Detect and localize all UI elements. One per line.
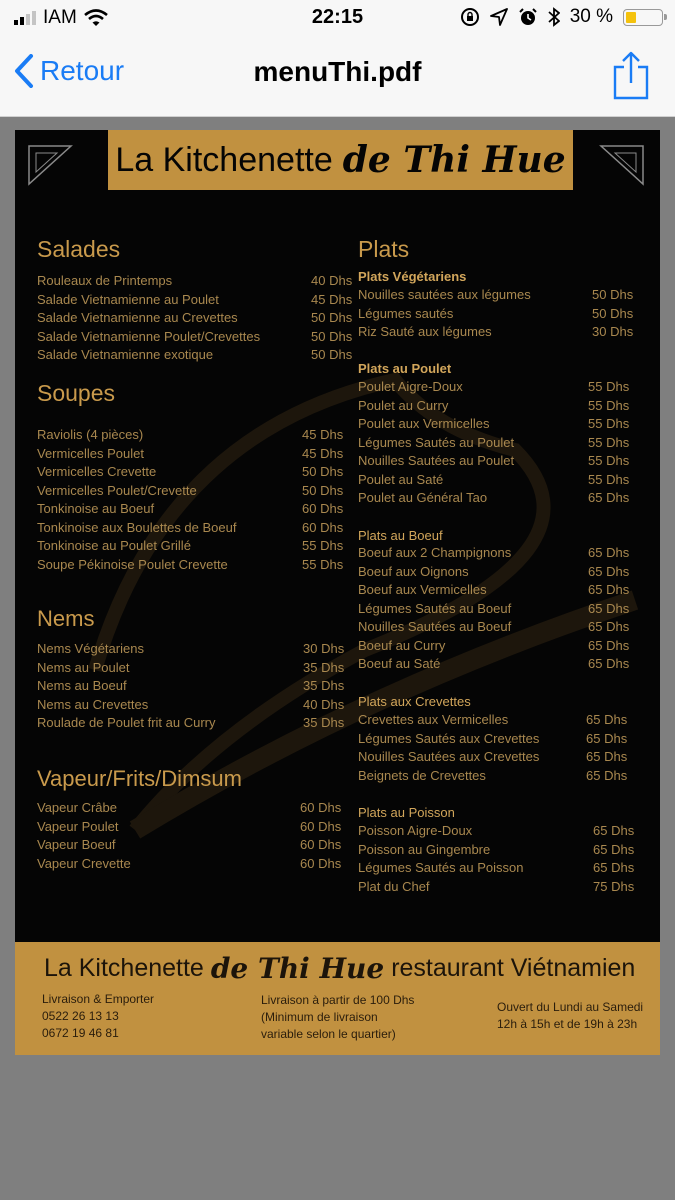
menu-item-price: 35 Dhs: [303, 715, 345, 730]
menu-title-script: de Thi Hue: [342, 139, 566, 181]
menu-item-price: 30 Dhs: [303, 641, 345, 656]
menu-item-name: Tonkinoise au Boeuf: [37, 501, 155, 516]
menu-item: [358, 619, 628, 638]
status-bar: [0, 0, 675, 38]
menu-item-name: Vapeur Boeuf: [37, 837, 116, 852]
menu-footer: [15, 942, 660, 1055]
menu-item: [358, 601, 628, 620]
menu-item-name: Poisson Aigre-Doux: [358, 823, 473, 838]
menu-item-name: Nems au Boeuf: [37, 678, 127, 693]
menu-item-name: Vermicelles Poulet/Crevette: [37, 482, 197, 498]
menu-item: [37, 660, 343, 679]
menu-item: [358, 453, 628, 472]
menu-item-name: Poulet Aigre-Doux: [358, 379, 463, 394]
menu-item: [37, 520, 342, 539]
menu-item: [37, 697, 343, 716]
menu-item: [358, 379, 628, 398]
menu-item-name: Poulet au Général Tao: [358, 490, 488, 505]
section-title: Plats au Poisson: [358, 805, 455, 820]
menu-item-name: Légumes Sautés au Boeuf: [358, 600, 512, 616]
menu-item: [37, 557, 342, 576]
menu-item-price: 65 Dhs: [586, 712, 628, 727]
menu-item-name: Salade Vietnamienne exotique: [37, 347, 214, 362]
menu-item-price: 45 Dhs: [302, 445, 344, 461]
menu-item-price: 55 Dhs: [302, 538, 344, 553]
menu-item-name: Plat du Chef: [358, 878, 430, 894]
menu-item-name: Tonkinoise aux Boulettes de Boeuf: [37, 519, 237, 535]
menu-item-price: 50 Dhs: [592, 305, 634, 321]
menu-item: [358, 416, 628, 435]
menu-item: [37, 715, 343, 734]
menu-item: [37, 273, 351, 292]
menu-item-price: 75 Dhs: [593, 878, 635, 894]
menu-item-name: Boeuf au Saté: [358, 656, 441, 671]
menu-item-list: [358, 712, 626, 786]
back-label: Retour: [40, 55, 125, 86]
menu-item-name: Vapeur Crâbe: [37, 800, 117, 815]
menu-item-list: [37, 800, 340, 874]
menu-item-price: 55 Dhs: [588, 434, 630, 450]
menu-item-price: 55 Dhs: [302, 556, 344, 572]
menu-item: [37, 856, 340, 875]
footer-title-suffix: restaurant Viétnamien: [391, 954, 636, 982]
chevron-left-icon: [14, 54, 34, 88]
menu-item-price: 65 Dhs: [593, 860, 635, 875]
section-title: Nems: [37, 606, 95, 631]
menu-item-price: 50 Dhs: [592, 287, 634, 302]
menu-item-price: 60 Dhs: [302, 501, 344, 516]
menu-item-name: Nouilles Sautées aux Crevettes: [358, 749, 540, 764]
section-title-plats: Plats: [358, 236, 410, 262]
menu-item: [37, 837, 340, 856]
menu-item-price: 65 Dhs: [588, 600, 630, 616]
menu-item: [37, 678, 343, 697]
menu-item-price: 55 Dhs: [588, 416, 630, 431]
menu-item-price: 45 Dhs: [302, 427, 344, 442]
menu-item-price: 60 Dhs: [300, 837, 342, 852]
menu-item-price: 60 Dhs: [302, 519, 344, 535]
menu-item-name: Nouilles Sautées au Boeuf: [358, 619, 512, 634]
menu-item-list: [358, 379, 628, 509]
menu-item-price: 65 Dhs: [588, 656, 630, 671]
menu-item: [37, 347, 351, 366]
back-button[interactable]: [14, 54, 124, 88]
footer-line: Livraison & Emporter: [42, 992, 155, 1006]
menu-item-name: Boeuf aux Vermicelles: [358, 582, 487, 597]
menu-item-list: [358, 823, 633, 897]
menu-item-name: Nems Végétariens: [37, 641, 144, 656]
menu-item-price: 35 Dhs: [303, 659, 345, 675]
menu-item-name: Légumes Sautés aux Crevettes: [358, 730, 540, 746]
menu-item-price: 35 Dhs: [303, 678, 345, 693]
menu-item: [37, 819, 340, 838]
navigation-bar: [0, 38, 675, 117]
menu-item-name: Raviolis (4 pièces): [37, 427, 144, 442]
menu-item-price: 65 Dhs: [588, 545, 630, 560]
menu-item: [358, 398, 628, 417]
menu-title-main: La Kitchenette: [115, 140, 333, 179]
menu-item-name: Boeuf au Curry: [358, 637, 446, 653]
menu-item-name: Nems au Poulet: [37, 659, 130, 675]
menu-item-price: 65 Dhs: [586, 767, 628, 783]
menu-item: [358, 731, 626, 750]
bluetooth-icon: [548, 7, 560, 27]
menu-item: [358, 490, 628, 509]
menu-item-name: Nouilles sautées aux légumes: [358, 287, 531, 302]
menu-item-price: 50 Dhs: [311, 310, 353, 325]
menu-item: [358, 306, 632, 325]
document-title: menuThi.pdf: [253, 56, 422, 87]
footer-line: Livraison à partir de 100 Dhs: [261, 993, 415, 1007]
menu-item-price: 65 Dhs: [588, 490, 630, 505]
menu-item-price: 65 Dhs: [588, 637, 630, 653]
footer-line: 12h à 15h et de 19h à 23h: [497, 1017, 638, 1031]
carrier-label: IAM: [43, 7, 77, 28]
menu-item: [358, 860, 633, 879]
menu-item-price: 55 Dhs: [588, 397, 630, 413]
menu-title-banner: [108, 130, 573, 190]
menu-item-name: Vapeur Crevette: [37, 855, 131, 871]
section-title: Soupes: [37, 380, 116, 406]
menu-item-price: 65 Dhs: [593, 823, 635, 838]
footer-line: 0522 26 13 13: [42, 1009, 119, 1023]
menu-item-price: 65 Dhs: [593, 841, 635, 857]
menu-item-list: [37, 427, 342, 575]
footer-line: variable selon le quartier): [261, 1027, 396, 1041]
section-title: Vapeur/Frits/Dimsum: [37, 766, 242, 791]
menu-item-name: Vapeur Poulet: [37, 818, 119, 834]
menu-item-name: Crevettes aux Vermicelles: [358, 712, 509, 727]
menu-item-name: Poulet au Curry: [358, 397, 449, 413]
share-button[interactable]: [613, 50, 649, 100]
section-title: Plats Végétariens: [358, 269, 467, 284]
status-time: 22:15: [311, 6, 364, 28]
footer-line: (Minimum de livraison: [261, 1010, 378, 1024]
menu-item-list: [37, 641, 343, 734]
menu-item: [37, 329, 351, 348]
menu-item: [358, 842, 633, 861]
menu-item: [37, 464, 342, 483]
battery-icon: [623, 9, 663, 26]
menu-item: [358, 324, 632, 343]
menu-item-price: 65 Dhs: [586, 730, 628, 746]
menu-item: [358, 749, 626, 768]
menu-item-list: [37, 273, 351, 366]
corner-ornament-left: [27, 144, 73, 186]
menu-item-name: Tonkinoise au Poulet Grillé: [37, 538, 191, 553]
menu-item-price: 50 Dhs: [311, 328, 353, 344]
location-icon: [490, 8, 508, 26]
menu-item-price: 55 Dhs: [588, 471, 630, 487]
footer-title-main: La Kitchenette: [44, 954, 204, 982]
menu-item-name: Salade Vietnamienne Poulet/Crevettes: [37, 328, 261, 344]
menu-item-name: Boeuf aux Oignons: [358, 563, 469, 579]
menu-item-name: Salade Vietnamienne au Poulet: [37, 291, 219, 307]
menu-item-price: 50 Dhs: [302, 482, 344, 498]
menu-item-name: Légumes sautés: [358, 305, 454, 321]
footer-line: Ouvert du Lundi au Samedi: [497, 1000, 644, 1014]
menu-item-name: Poulet au Saté: [358, 471, 444, 487]
menu-item: [358, 879, 633, 898]
menu-item-price: 65 Dhs: [588, 582, 630, 597]
menu-item-name: Rouleaux de Printemps: [37, 273, 173, 288]
menu-item: [37, 641, 343, 660]
alarm-icon: [518, 7, 538, 27]
menu-item-price: 50 Dhs: [302, 464, 344, 479]
menu-item-price: 60 Dhs: [300, 800, 342, 815]
footer-opening-hours: [497, 999, 643, 1033]
section-title: Plats aux Crevettes: [358, 694, 471, 709]
footer-minimum-info: [261, 992, 414, 1043]
menu-item-price: 60 Dhs: [300, 855, 342, 871]
menu-item-name: Riz Sauté aux légumes: [358, 324, 492, 339]
share-icon: [615, 53, 647, 98]
menu-item-price: 55 Dhs: [588, 453, 630, 468]
menu-item-name: Légumes Sautés au Poulet: [358, 434, 515, 450]
menu-item: [37, 800, 340, 819]
menu-item-name: Poisson au Gingembre: [358, 841, 491, 857]
menu-item-list: [358, 287, 632, 343]
menu-item: [37, 292, 351, 311]
menu-item-list: [358, 545, 628, 675]
menu-item-price: 40 Dhs: [303, 696, 345, 712]
menu-item: [37, 501, 342, 520]
menu-item: [358, 656, 628, 675]
menu-document: [15, 130, 660, 942]
menu-item: [37, 538, 342, 557]
menu-item: [37, 446, 342, 465]
menu-item-price: 65 Dhs: [586, 749, 628, 764]
menu-item-name: Légumes Sautés au Poisson: [358, 860, 524, 875]
menu-item-price: 60 Dhs: [300, 818, 342, 834]
menu-item-price: 55 Dhs: [588, 379, 630, 394]
menu-item: [358, 287, 632, 306]
footer-line: 0672 19 46 81: [42, 1026, 119, 1040]
menu-item-price: 65 Dhs: [588, 563, 630, 579]
menu-item-name: Nems au Crevettes: [37, 696, 149, 712]
menu-item-name: Beignets de Crevettes: [358, 767, 486, 783]
section-title: Plats au Poulet: [358, 361, 452, 376]
menu-item-price: 45 Dhs: [311, 291, 353, 307]
menu-item-name: Vermicelles Crevette: [37, 464, 157, 479]
section-title: Salades: [37, 236, 121, 262]
menu-item-name: Soupe Pékinoise Poulet Crevette: [37, 556, 228, 572]
menu-item: [358, 472, 628, 491]
footer-title-script: de Thi Hue: [210, 952, 385, 985]
menu-item: [358, 768, 626, 787]
menu-item: [37, 483, 342, 502]
menu-item-price: 40 Dhs: [311, 273, 353, 288]
menu-item-price: 50 Dhs: [311, 347, 353, 362]
menu-item: [358, 435, 628, 454]
menu-item: [358, 638, 628, 657]
menu-item-name: Poulet aux Vermicelles: [358, 416, 490, 431]
menu-item-name: Salade Vietnamienne au Crevettes: [37, 310, 238, 325]
menu-item-price: 65 Dhs: [588, 619, 630, 634]
menu-item: [358, 545, 628, 564]
menu-item: [37, 427, 342, 446]
menu-item: [358, 823, 633, 842]
rotation-lock-icon: [460, 7, 480, 27]
menu-item-name: Boeuf aux 2 Champignons: [358, 545, 512, 560]
menu-item: [358, 712, 626, 731]
menu-item-name: Roulade de Poulet frit au Curry: [37, 715, 216, 730]
battery-percent: 30 %: [569, 6, 613, 27]
menu-item-price: 30 Dhs: [592, 324, 634, 339]
menu-item-name: Nouilles Sautées au Poulet: [358, 453, 515, 468]
corner-ornament-right: [599, 144, 645, 186]
footer-delivery-info: [42, 991, 154, 1042]
menu-item: [37, 310, 351, 329]
section-title: Plats au Boeuf: [358, 528, 443, 543]
menu-item-name: Vermicelles Poulet: [37, 445, 144, 461]
menu-item: [358, 582, 628, 601]
menu-item: [358, 564, 628, 583]
footer-title: [44, 952, 635, 985]
